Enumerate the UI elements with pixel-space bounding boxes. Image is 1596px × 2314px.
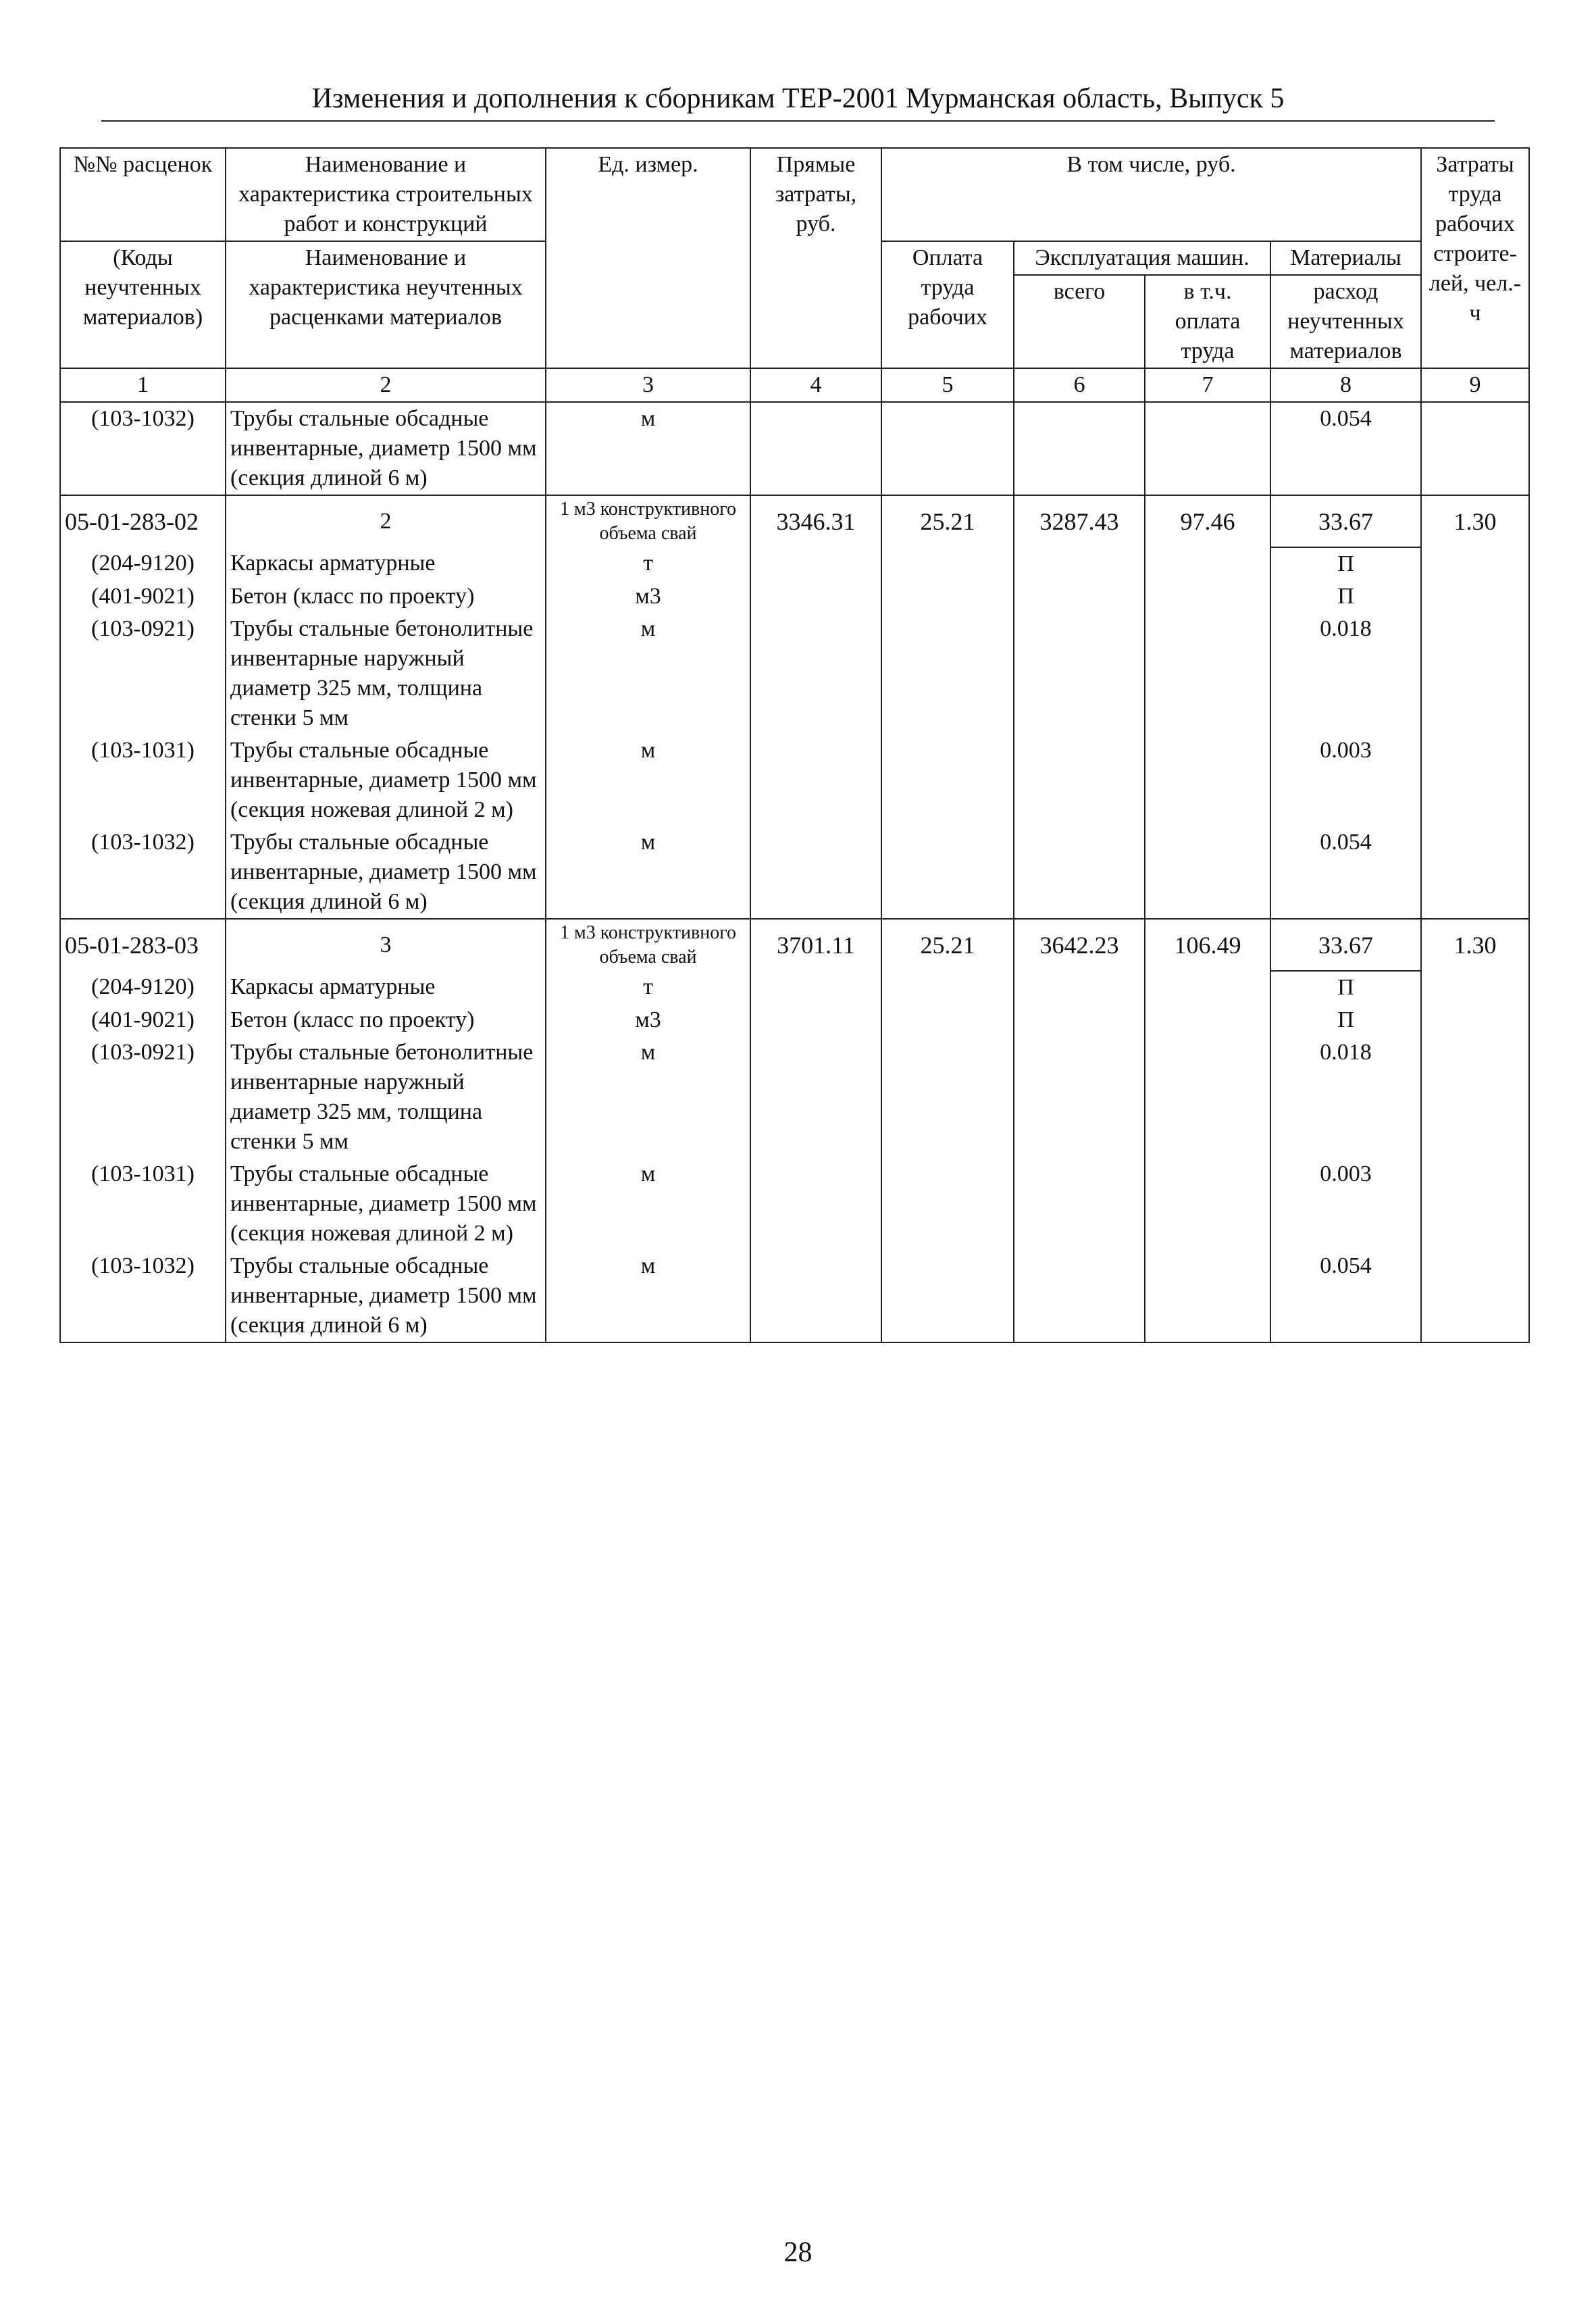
- table-body: [60, 402, 1529, 1342]
- material-name: Трубы стальные обсадные инвентарные, диаметр 1500 мм (секция ножевая длиной 2 м): [226, 1158, 546, 1250]
- col-labor-hours-header: Затраты труда рабочих строите-лей, чел.-ч: [1421, 148, 1529, 368]
- table-header: [60, 148, 1529, 402]
- material-code: (103-1031): [60, 1158, 226, 1250]
- material-row: [60, 580, 1529, 613]
- material-code: (103-0921): [60, 613, 226, 734]
- material-consumption: П: [1270, 547, 1421, 580]
- col-number: 4: [750, 368, 881, 402]
- material-unit: м: [546, 1158, 750, 1250]
- material-code: (401-9021): [60, 1004, 226, 1036]
- material-row: [60, 1004, 1529, 1036]
- price-table: [59, 147, 1530, 1343]
- material-consumption: 0.018: [1270, 1036, 1421, 1158]
- col-machines-labor-header: в т.ч. оплата труда: [1175, 279, 1241, 363]
- material-name: Каркасы арматурные: [226, 547, 546, 580]
- col-group-header: В том числе, руб.: [881, 148, 1421, 241]
- material-name: Бетон (класс по проекту): [226, 580, 546, 613]
- material-consumption: П: [1270, 580, 1421, 613]
- labor-costs: 25.21: [881, 495, 1014, 547]
- machines-labor: 97.46: [1145, 495, 1270, 547]
- material-unit: м: [546, 402, 750, 495]
- material-consumption: 0.003: [1270, 734, 1421, 826]
- page-number: 28: [783, 2237, 813, 2268]
- material-consumption: 0.054: [1270, 826, 1421, 919]
- col-material-code-header: (Коды неучтенных материалов): [60, 241, 226, 368]
- rate-code: 05-01-283-03: [60, 919, 226, 971]
- material-row: [60, 734, 1529, 826]
- col-number: 1: [60, 368, 226, 402]
- col-number: 2: [226, 368, 546, 402]
- col-number: 3: [546, 368, 750, 402]
- material-row: [60, 971, 1529, 1004]
- direct-costs: 3346.31: [750, 495, 881, 547]
- col-number: 6: [1014, 368, 1145, 402]
- page-header: Изменения и дополнения к сборникам ТЕР-2001 Мурманская область, Выпуск 5: [101, 80, 1495, 122]
- col-materials-header: [1270, 241, 1421, 368]
- material-code: (204-9120): [60, 547, 226, 580]
- col-number: 7: [1145, 368, 1270, 402]
- rate-name: 2: [226, 495, 546, 547]
- material-unit: м: [546, 734, 750, 826]
- material-row: [60, 613, 1529, 734]
- material-unit: т: [546, 547, 750, 580]
- material-name: Трубы стальные обсадные инвентарные, диаметр 1500 мм (секция ножевая длиной 2 м): [226, 734, 546, 826]
- material-name: Трубы стальные обсадные инвентарные, диаметр 1500 мм (секция длиной 6 м): [226, 1250, 546, 1342]
- labor-costs: 25.21: [881, 919, 1014, 971]
- col-number: 8: [1270, 368, 1421, 402]
- material-consumption: 0.003: [1270, 1158, 1421, 1250]
- material-unit: м: [546, 1036, 750, 1158]
- col-number: 5: [881, 368, 1014, 402]
- material-code: (103-1032): [60, 1250, 226, 1342]
- material-code: (103-1032): [60, 826, 226, 919]
- material-row: [60, 402, 1529, 495]
- machines-labor: 106.49: [1145, 919, 1270, 971]
- direct-costs: 3701.11: [750, 919, 881, 971]
- material-unit: м: [546, 1250, 750, 1342]
- rate-name: 3: [226, 919, 546, 971]
- material-consumption: 0.018: [1270, 613, 1421, 734]
- machines-total: 3287.43: [1014, 495, 1145, 547]
- material-name: Трубы стальные бетонолитные инвентарные наружный диаметр 325 мм, толщина стенки 5 мм: [226, 1036, 546, 1158]
- material-row: [60, 1250, 1529, 1342]
- col-unit-header: Ед. измер.: [546, 148, 750, 368]
- materials-consumption-label: расход неучтенных материалов: [1287, 279, 1404, 363]
- material-consumption: 0.054: [1270, 402, 1421, 495]
- col-labor-header: Оплата труда рабочих: [881, 241, 1014, 368]
- material-name: Трубы стальные бетонолитные инвентарные наружный диаметр 325 мм, толщина стенки 5 мм: [226, 613, 546, 734]
- col-material-name-header: Наименование и характеристика неучтенных расценками материалов: [226, 241, 546, 368]
- rate-code: 05-01-283-02: [60, 495, 226, 547]
- col-name-header: Наименование и характеристика строительных работ и конструкций: [226, 148, 546, 241]
- machines-group-label: Эксплуатация машин.: [1014, 242, 1270, 276]
- rate-row: [60, 919, 1529, 971]
- material-code: (204-9120): [60, 971, 226, 1004]
- labor-hours: 1.30: [1421, 919, 1529, 971]
- machines-total: 3642.23: [1014, 919, 1145, 971]
- material-row: [60, 1036, 1529, 1158]
- materials-label: Материалы: [1271, 242, 1420, 276]
- material-unit: м3: [546, 1004, 750, 1036]
- col-code-header: №№ расценок: [60, 148, 226, 241]
- col-machines-total-header: всего: [1014, 276, 1145, 368]
- rate-unit: 1 м3 конструктивного объема свай: [546, 919, 750, 971]
- material-unit: м: [546, 826, 750, 919]
- labor-hours: 1.30: [1421, 495, 1529, 547]
- rate-row: [60, 495, 1529, 547]
- col-direct-header: Прямые затраты, руб.: [750, 148, 881, 368]
- material-unit: т: [546, 971, 750, 1004]
- material-name: Трубы стальные обсадные инвентарные, диаметр 1500 мм (секция длиной 6 м): [226, 402, 546, 495]
- material-unit: м: [546, 613, 750, 734]
- material-code: (401-9021): [60, 580, 226, 613]
- material-row: [60, 1158, 1529, 1250]
- material-code: (103-1031): [60, 734, 226, 826]
- col-machines-header: [1014, 241, 1270, 368]
- material-consumption: П: [1270, 971, 1421, 1004]
- material-unit: м3: [546, 580, 750, 613]
- col-number: 9: [1421, 368, 1529, 402]
- material-name: Бетон (класс по проекту): [226, 1004, 546, 1036]
- material-row: [60, 826, 1529, 919]
- materials-cost: 33.67: [1270, 495, 1421, 547]
- material-code: (103-0921): [60, 1036, 226, 1158]
- material-name: Трубы стальные обсадные инвентарные, диаметр 1500 мм (секция длиной 6 м): [226, 826, 546, 919]
- material-consumption: П: [1270, 1004, 1421, 1036]
- material-code: (103-1032): [60, 402, 226, 495]
- materials-cost: 33.67: [1270, 919, 1421, 971]
- material-consumption: 0.054: [1270, 1250, 1421, 1342]
- rate-unit: 1 м3 конструктивного объема свай: [546, 495, 750, 547]
- material-name: Каркасы арматурные: [226, 971, 546, 1004]
- material-row: [60, 547, 1529, 580]
- column-numbers-row: [60, 368, 1529, 402]
